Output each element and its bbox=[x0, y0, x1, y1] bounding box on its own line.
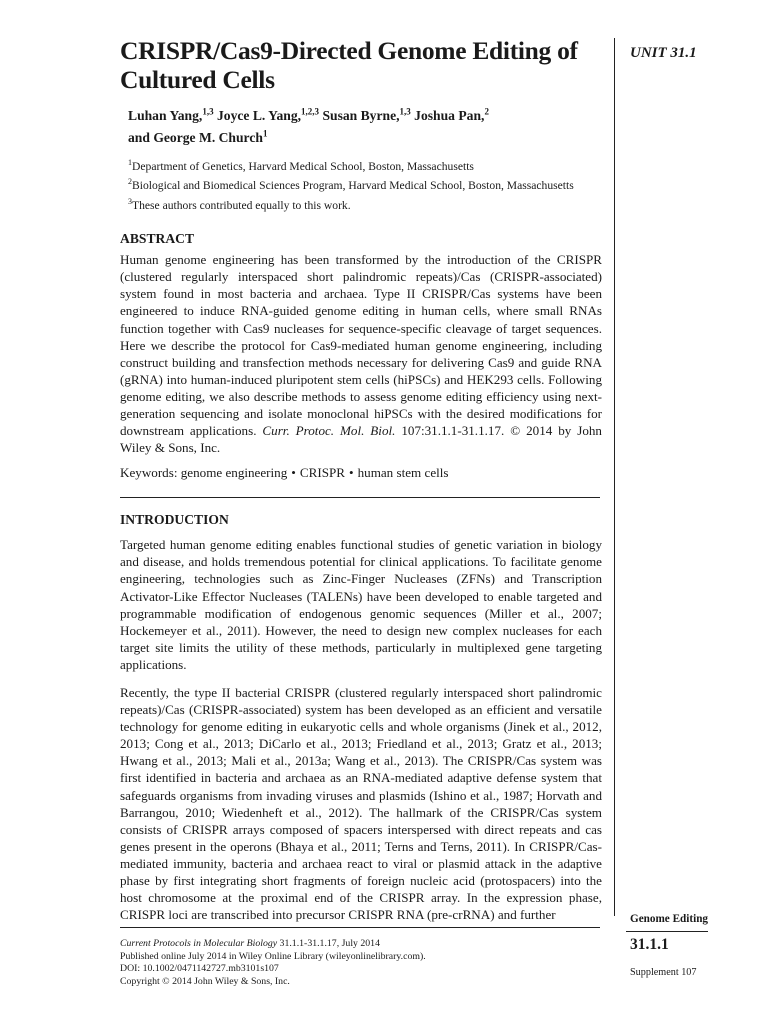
unit-label: UNIT 31.1 bbox=[630, 45, 697, 61]
author: Susan Byrne,$^{1,3}$ bbox=[322, 106, 411, 123]
intro-paragraph: Recently, the type II bacterial CRISPR (clustered regularly interspaced short palindromic repeats)/Cas (CRISPR-associated) system has been developed as an efficient and versatile technology for genome editing in eukaryotic cells and whole organisms (Jinek et al., 2012, 2013; Cong et al., 2013; DiCarlo et al., 2013; Friedland et al., 2013; Gratz et al., 2013; Hwang et al., 2013; Mali et al., 2013a; Wang et al., 2013). The CRISPR/Cas system was first identified in bacteria and archaea as an RNA-mediated adaptive defense system that safeguards organisms from invading viruses and plasmids (Ishino et al., 1987; Horvath and Barrangou, 2010; Wiedenheft et al., 2012). The hallmark of the CRISPR/Cas system consists of CRISPR arrays composed of spacers interspersed with direct repeats and cas genes present in the operons (Bhaya et al., 2011; Terns and Terns, 2011). In CRISPR/Cas-mediated immunity, bacteria and archaea react to viral or plasmid attack in the adaptive phase by first integrating short fragments of foreign nucleic acid (protospacers) into the host chromosome at the proximal end of the CRISPR array. In the expression phase, CRISPR loci are transcribed into precursor CRISPR RNA (pre-crRNA) and further bbox=[120, 685, 602, 923]
keywords: Keywords: genome engineering • CRISPR • human stem cells bbox=[120, 465, 449, 481]
author: Luhan Yang,$^{1,3}$ bbox=[128, 106, 214, 123]
footer-journal: Current Protocols in Molecular Biology 31.1.1-31.1.17, July 2014 bbox=[120, 938, 380, 949]
footer-copyright: Copyright © 2014 John Wiley & Sons, Inc. bbox=[120, 975, 290, 987]
margin-divider bbox=[614, 38, 615, 916]
footer bbox=[120, 938, 426, 988]
affiliation: $^1$Department of Genetics, Harvard Medical School, Boston, Massachusetts bbox=[128, 158, 474, 173]
footer-published: Published online July 2014 in Wiley Online Library (wileyonlinelibrary.com). bbox=[120, 950, 426, 962]
author: Joyce L. Yang,$^{1,2,3}$ bbox=[216, 106, 320, 123]
introduction-heading: INTRODUCTION bbox=[120, 512, 229, 528]
author-list bbox=[128, 102, 602, 147]
footer-doi: DOI: 10.1002/0471142727.mb3101s107 bbox=[120, 963, 279, 975]
keyword: genome engineering bbox=[180, 465, 288, 481]
author: Joshua Pan,$^2$ bbox=[414, 106, 489, 123]
abstract-heading: ABSTRACT bbox=[120, 231, 195, 247]
affiliations bbox=[128, 155, 602, 213]
supplement-label: Supplement 107 bbox=[630, 967, 697, 978]
affiliation: $^2$Biological and Biomedical Sciences Program, Harvard Medical School, Boston, Massachusetts bbox=[128, 177, 574, 193]
abstract-text: Human genome engineering has been transformed by the introduction of the CRISPR (clustered regularly interspaced short palindromic repeats)/Cas (CRISPR-associated) system found in most bacteria and archaea. Type II CRISPR/Cas systems have been engineered to induce RNA-guided genome editing in human cells, where small RNAs function together with Cas9 nucleases for sequence-specific cleavage of target sequences. Here we describe the protocol for Cas9-mediated human genome engineering, including construct building and transfection methods necessary for delivering Cas9 and guide RNA (gRNA) into human-induced pluripotent stem cells (hiPSCs) and HEK293 cells. Following genome editing, we also describe methods to assess genome editing efficiency using next-generation sequencing and isolate monoclonal hiPSCs with the desired modifications for downstream applications. Curr. Protoc. Mol. Biol. 107:31.1.1-31.1.17. © 2014 by John Wiley & Sons, Inc. bbox=[120, 252, 602, 456]
keyword: CRISPR bbox=[299, 465, 345, 481]
affiliation: $^3$These authors contributed equally to this work. bbox=[128, 196, 351, 212]
page-number: 31.1.1 bbox=[630, 936, 669, 953]
side-divider bbox=[626, 931, 708, 932]
main-column bbox=[120, 36, 602, 923]
keyword: human stem cells bbox=[357, 465, 449, 481]
footer-divider bbox=[120, 927, 600, 928]
paper-title: CRISPR/Cas9-Directed Genome Editing of Cultured Cells bbox=[120, 36, 578, 94]
section-divider bbox=[120, 497, 600, 498]
author: and George M. Church$^1$ bbox=[128, 128, 268, 146]
section-name: Genome Editing bbox=[630, 913, 709, 925]
intro-paragraph: Targeted human genome editing enables functional studies of genetic variation in biology and disease, and holds tremendous potential for clinical applications. To facilitate genome engineering, technologies such as Zinc-Finger Nucleases (ZFNs) and Transcription Activator-Like Effector Nucleases (TALENs) have been developed to enable targeted and programmable modification of endogenous genomic sequences (Miller et al., 2007; Hockemeyer et al., 2011). However, the need to design new complex nucleases for each target site limits the utility of these methods, particularly in multiplexed gene targeting applications. bbox=[120, 537, 602, 672]
